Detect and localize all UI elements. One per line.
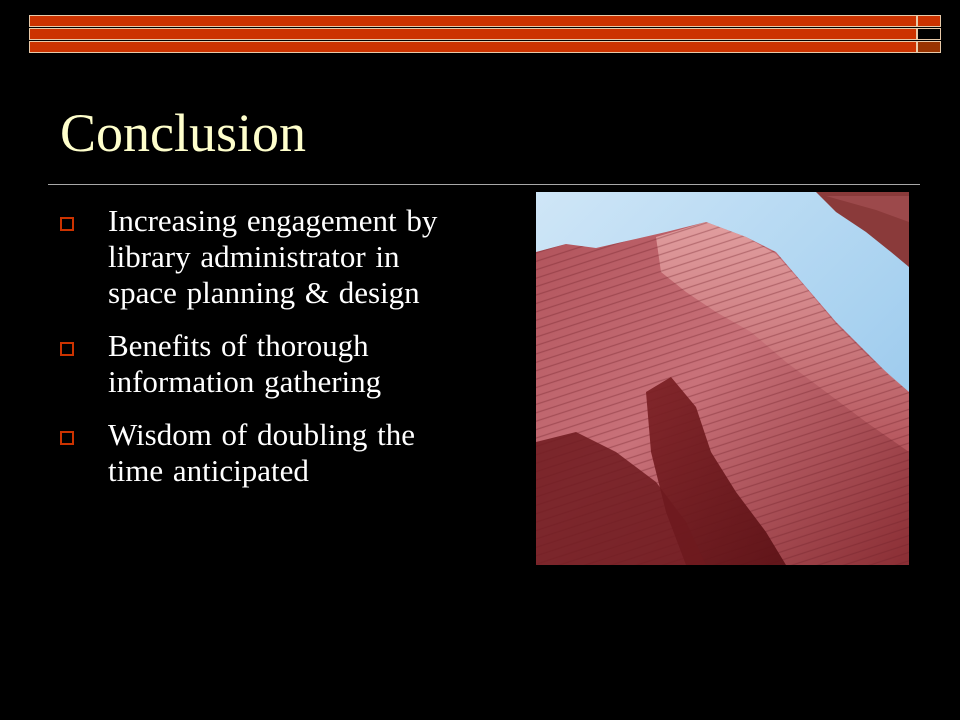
decorative-bar bbox=[29, 15, 917, 27]
bullet-item bbox=[60, 203, 470, 311]
decorative-bar bbox=[29, 41, 917, 53]
bullet-item bbox=[60, 417, 470, 489]
decorative-square bbox=[917, 41, 941, 53]
hollow-square-icon bbox=[60, 217, 74, 231]
bullet-item bbox=[60, 328, 470, 400]
decorative-square bbox=[917, 28, 941, 40]
title-divider bbox=[48, 184, 920, 185]
bullet-text: Wisdom of doubling the time anticipated bbox=[108, 417, 415, 488]
bullet-text: Benefits of thorough information gathering bbox=[108, 328, 382, 399]
slide-title: Conclusion bbox=[60, 103, 307, 163]
decorative-bar bbox=[29, 28, 917, 40]
bullet-list bbox=[60, 203, 470, 506]
hollow-square-icon bbox=[60, 342, 74, 356]
hollow-square-icon bbox=[60, 431, 74, 445]
canyon-photo bbox=[536, 192, 909, 565]
decorative-square bbox=[917, 15, 941, 27]
bullet-text: Increasing engagement by library administrator in space planning & design bbox=[108, 203, 438, 310]
header-decoration bbox=[29, 15, 941, 55]
